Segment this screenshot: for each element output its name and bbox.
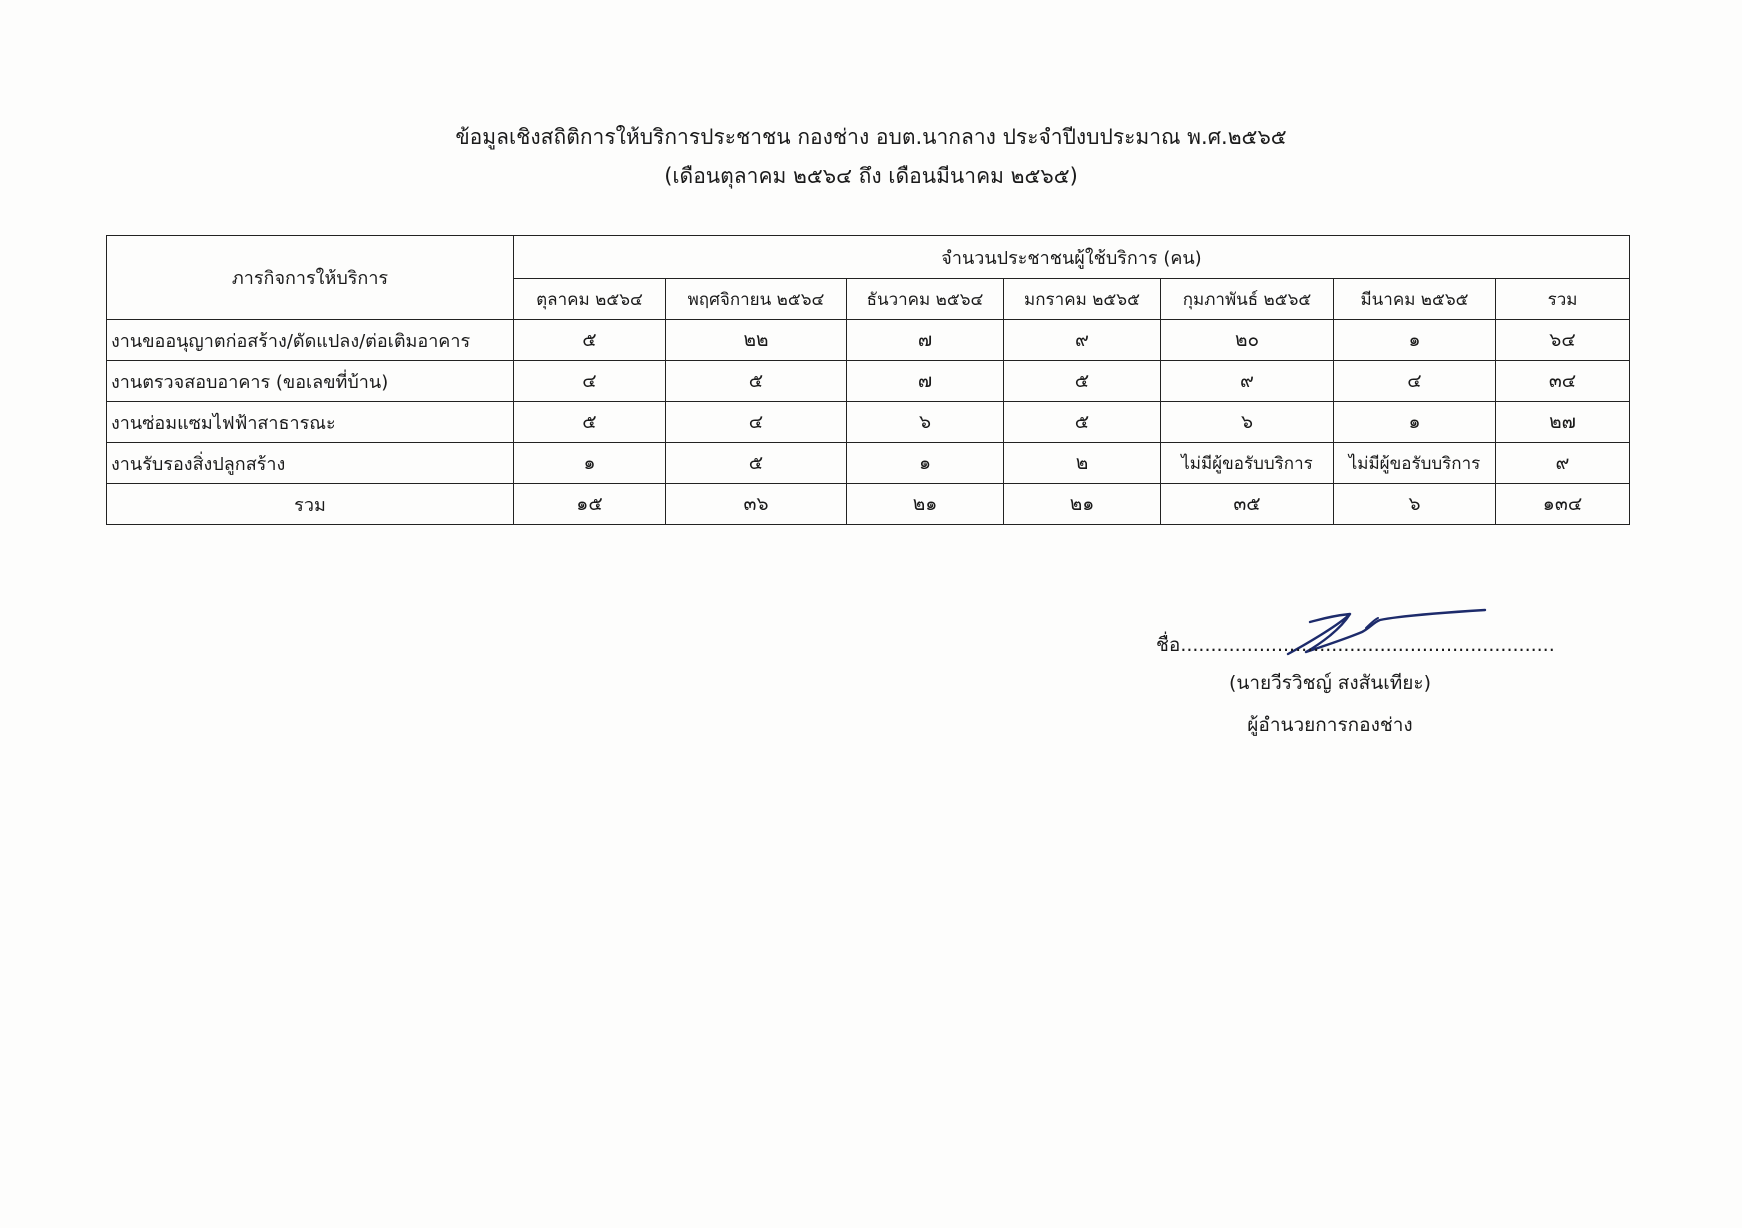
- document-title: ข้อมูลเชิงสถิติการให้บริการประชาชน กองช่าง อบต.นากลาง ประจำปีงบประมาณ พ.ศ.๒๕๖๕: [455, 125, 1287, 149]
- value-cell: ไม่มีผู้ขอรับบริการ: [1334, 443, 1496, 484]
- task-cell: งานรับรองสิ่งปลูกสร้าง: [107, 443, 514, 484]
- value-cell: ๑: [1334, 320, 1496, 361]
- value-cell: ๑: [514, 443, 666, 484]
- table-row: [107, 361, 1630, 402]
- signature-block: [1140, 610, 1560, 750]
- value-cell: ๕: [666, 443, 847, 484]
- row-total-cell: ๖๔: [1496, 320, 1630, 361]
- sum-cell: ๑๕: [514, 484, 666, 525]
- value-cell: ๒๒: [666, 320, 847, 361]
- month-header: กุมภาพันธ์ ๒๕๖๕: [1161, 279, 1334, 320]
- sum-cell: ๒๑: [1004, 484, 1161, 525]
- month-header: พฤศจิกายน ๒๕๖๔: [666, 279, 847, 320]
- task-cell: งานขออนุญาตก่อสร้าง/ดัดแปลง/ต่อเติมอาคาร: [107, 320, 514, 361]
- document-subtitle: (เดือนตุลาคม ๒๕๖๔ ถึง เดือนมีนาคม ๒๕๖๕): [664, 164, 1078, 188]
- row-total-cell: ๙: [1496, 443, 1630, 484]
- value-cell: ๔: [514, 361, 666, 402]
- month-header: มีนาคม ๒๕๖๕: [1334, 279, 1496, 320]
- signature-label: ชื่อ: [1156, 634, 1181, 656]
- value-cell: ๕: [1004, 402, 1161, 443]
- header-row-top: [107, 236, 1630, 279]
- month-header: ตุลาคม ๒๕๖๔: [514, 279, 666, 320]
- task-cell: งานตรวจสอบอาคาร (ขอเลขที่บ้าน): [107, 361, 514, 402]
- value-cell: ๒: [1004, 443, 1161, 484]
- table-row: [107, 320, 1630, 361]
- statistics-table: [106, 235, 1630, 525]
- value-cell: ๕: [514, 402, 666, 443]
- value-cell: ๕: [1004, 361, 1161, 402]
- value-cell: ๕: [514, 320, 666, 361]
- sum-cell: ๓๕: [1161, 484, 1334, 525]
- value-cell: ไม่มีผู้ขอรับบริการ: [1161, 443, 1334, 484]
- signature-line: [1156, 630, 1555, 660]
- group-header: จำนวนประชาชนผู้ใช้บริการ (คน): [514, 236, 1630, 279]
- value-cell: ๖: [1161, 402, 1334, 443]
- signer-name: (นายวีรวิชญ์ สงสันเทียะ): [1228, 672, 1432, 694]
- value-cell: ๗: [847, 320, 1004, 361]
- sum-cell: ๒๑: [847, 484, 1004, 525]
- signature-dots: ..............................................................: [1180, 634, 1555, 656]
- total-header: รวม: [1496, 279, 1630, 320]
- value-cell: ๔: [1334, 361, 1496, 402]
- sum-label-cell: รวม: [107, 484, 514, 525]
- signer-position: ผู้อำนวยการกองช่าง: [1247, 714, 1413, 736]
- value-cell: ๙: [1161, 361, 1334, 402]
- value-cell: ๕: [666, 361, 847, 402]
- sum-cell: ๓๖: [666, 484, 847, 525]
- sum-cell: ๖: [1334, 484, 1496, 525]
- row-total-cell: ๒๗: [1496, 402, 1630, 443]
- table-row: [107, 443, 1630, 484]
- value-cell: ๙: [1004, 320, 1161, 361]
- task-cell: งานซ่อมแซมไฟฟ้าสาธารณะ: [107, 402, 514, 443]
- value-cell: ๖: [847, 402, 1004, 443]
- month-header: มกราคม ๒๕๖๕: [1004, 279, 1161, 320]
- value-cell: ๑: [847, 443, 1004, 484]
- row-total-cell: ๓๔: [1496, 361, 1630, 402]
- sum-row: [107, 484, 1630, 525]
- value-cell: ๑: [1334, 402, 1496, 443]
- month-header: ธันวาคม ๒๕๖๔: [847, 279, 1004, 320]
- value-cell: ๒๐: [1161, 320, 1334, 361]
- value-cell: ๔: [666, 402, 847, 443]
- grand-total-cell: ๑๓๔: [1496, 484, 1630, 525]
- table-row: [107, 402, 1630, 443]
- task-header: ภารกิจการให้บริการ: [107, 236, 514, 320]
- value-cell: ๗: [847, 361, 1004, 402]
